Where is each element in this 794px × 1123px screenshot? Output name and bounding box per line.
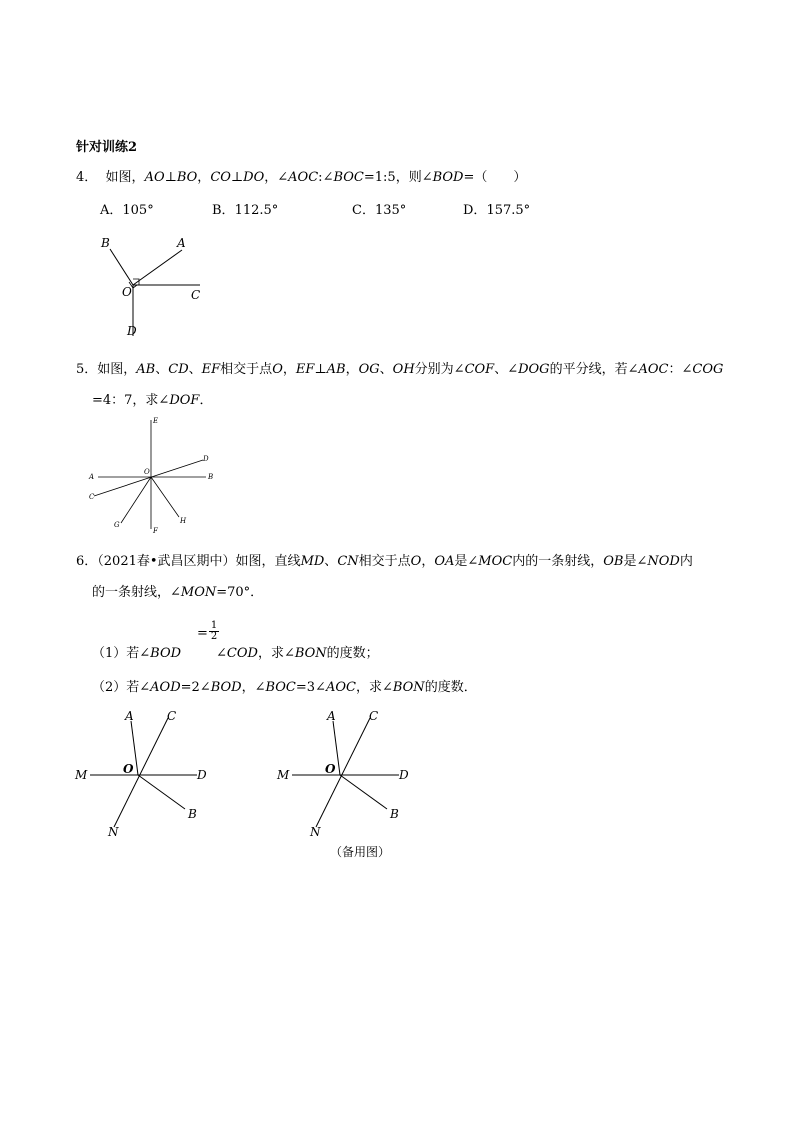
option-value: 112.5° [234, 203, 279, 218]
question-number: 6． [76, 554, 98, 569]
line-cd [94, 460, 203, 496]
point-label-e: E [153, 417, 159, 425]
q4-var: BOD [432, 170, 464, 185]
q5-text: =4：7，求∠ [92, 393, 170, 408]
point-label-d: D [127, 324, 137, 338]
option-b[interactable] [212, 199, 278, 218]
q6-text: =3∠ [295, 680, 326, 695]
q5-text: ：∠ [668, 362, 693, 377]
ray-ob [138, 775, 185, 809]
option-d[interactable] [463, 199, 530, 218]
sub-question-1-start [92, 642, 181, 661]
question-5-line-2 [92, 389, 212, 408]
q5-var: DOG [518, 362, 550, 377]
option-value: 105° [122, 203, 154, 218]
option-value: 135° [374, 203, 407, 218]
q5-text: 、 [379, 362, 393, 377]
q5-var: O [272, 362, 283, 377]
point-label-o: O [122, 285, 132, 299]
q6-text: ，求∠ [257, 646, 295, 661]
q5-var: COG [692, 362, 724, 377]
q5-figure [86, 412, 226, 537]
option-a[interactable] [100, 199, 154, 218]
question-4-stem [76, 166, 526, 185]
question-5-line-1 [76, 358, 723, 377]
q5-text: ． [199, 393, 213, 408]
q5-var: COF [464, 362, 495, 377]
q4-text: =（ ） [463, 170, 527, 185]
q6-figure-main [72, 705, 222, 840]
question-number: 4． [76, 170, 98, 185]
q4-var: BOC [333, 170, 364, 185]
question-number: 5． [76, 362, 98, 377]
point-label-b: B [208, 473, 214, 481]
q6-text: 是∠ [623, 554, 648, 569]
point-label-c: C [167, 709, 177, 723]
q5-var: EF [295, 362, 315, 377]
point-label-c: C [89, 493, 95, 501]
q5-var: AOC [638, 362, 669, 377]
question-6-line-1 [76, 550, 693, 569]
q6-text: 、 [324, 554, 338, 569]
point-label-n: N [310, 825, 321, 839]
angle-symbol: ∠ [277, 170, 289, 185]
sub-question-1-end [216, 642, 379, 661]
sub-question-2 [92, 676, 477, 695]
fraction-numerator: 1 [210, 620, 218, 631]
q5-var: OH [392, 362, 415, 377]
q4-text: : [318, 170, 323, 185]
q6-figure-backup [274, 705, 424, 840]
point-label-h: H [180, 517, 187, 525]
q6-var: BON [392, 680, 425, 695]
q6-var: AOC [325, 680, 356, 695]
q6-text: =70°． [216, 585, 264, 600]
q5-text: 如图， [97, 362, 137, 377]
point-label-o: O [144, 468, 150, 476]
point-label-m: M [277, 768, 290, 782]
option-c[interactable] [352, 199, 406, 218]
point-label-c: C [191, 288, 201, 302]
q5-var: CD [168, 362, 189, 377]
q6-var: MON [180, 585, 217, 600]
point-label-n: N [108, 825, 119, 839]
q6-text: =2∠ [180, 680, 211, 695]
q6-var: COD [226, 646, 258, 661]
option-key: D． [463, 203, 487, 218]
q5-var: AB [136, 362, 156, 377]
q5-var: EF [201, 362, 221, 377]
q6-text: 是∠ [454, 554, 479, 569]
q4-var: BO [176, 170, 198, 185]
q6-var: MOC [478, 554, 513, 569]
q5-var: AB [326, 362, 346, 377]
q6-var: AOD [150, 680, 181, 695]
q6-text: 相交于点 [358, 554, 411, 569]
ray-ob [340, 775, 387, 809]
section-title: 针对训练2 [76, 140, 138, 155]
q6-var: BOD [150, 646, 182, 661]
fraction-denominator: 2 [210, 631, 218, 642]
q4-text: ， [264, 170, 278, 185]
angle-symbol: ∠ [322, 170, 334, 185]
ray-oh [151, 477, 179, 517]
question-6-line-2 [92, 581, 263, 600]
q5-text: 相交于点 [220, 362, 273, 377]
q6-text: ， [421, 554, 435, 569]
q6-var: O [410, 554, 422, 569]
q4-var: AO [144, 170, 165, 185]
q6-var: BOC [265, 680, 296, 695]
q5-text: 、 [188, 362, 202, 377]
q4-var: CO [210, 170, 231, 185]
q6-text: ，求∠ [355, 680, 393, 695]
q6-text: 内的一条射线， [512, 554, 604, 569]
equals-sign: = [197, 626, 208, 641]
option-key: C． [352, 203, 375, 218]
q6-var: MD [300, 554, 325, 569]
q6-var: OB [603, 554, 624, 569]
q6-text: 内 [679, 554, 693, 569]
point-label-a: A [89, 473, 95, 481]
point-label-b: B [101, 236, 110, 250]
q6-text: （1）若∠ [92, 646, 151, 661]
q6-text: 如图，直线 [235, 554, 301, 569]
q4-text: =1:5，则 [363, 170, 422, 185]
q5-text: ， [345, 362, 359, 377]
point-label-d: D [197, 768, 207, 782]
point-label-a: A [177, 236, 186, 250]
point-label-b: B [390, 807, 399, 821]
q5-perp: ⊥ [314, 362, 327, 377]
q4-var: DO [243, 170, 265, 185]
point-label-d: D [203, 455, 209, 463]
point-label-c: C [369, 709, 379, 723]
q5-var: OG [358, 362, 380, 377]
q5-text: 、∠ [494, 362, 519, 377]
q5-text: ， [282, 362, 296, 377]
q5-var: DOF [169, 393, 200, 408]
ray-og [121, 477, 151, 523]
q6-var: BOD [210, 680, 242, 695]
q4-text: ， [197, 170, 211, 185]
backup-figure-caption: （备用图） [330, 845, 391, 859]
point-label-g: G [114, 521, 120, 529]
question-source: （2021春•武昌区期中） [97, 554, 236, 569]
q4-figure [95, 232, 215, 342]
q6-var: CN [337, 554, 359, 569]
q6-var: OA [434, 554, 455, 569]
point-label-m: M [75, 768, 88, 782]
q4-text: 如图， [105, 170, 145, 185]
point-label-f: F [153, 527, 158, 535]
q6-var: NOD [647, 554, 680, 569]
q4-var: AOC [288, 170, 319, 185]
q6-text: （2）若∠ [92, 680, 151, 695]
q6-text: ∠ [216, 646, 227, 661]
q6-text: 的度数． [424, 680, 477, 695]
point-label-o: O [325, 762, 336, 776]
q4-perp: ⊥ [230, 170, 244, 185]
option-value: 157.5° [486, 203, 531, 218]
q4-perp: ⊥ [164, 170, 177, 185]
q5-text: 的平分线，若∠ [549, 362, 639, 377]
q5-text: 分别为∠ [414, 362, 465, 377]
ray-oa [133, 250, 182, 285]
fraction-one-half [209, 621, 219, 642]
point-label-b: B [188, 807, 197, 821]
point-label-a: A [327, 709, 336, 723]
angle-symbol: ∠ [421, 170, 433, 185]
q6-var: BON [294, 646, 327, 661]
ray-ob [110, 249, 133, 285]
option-key: B． [212, 203, 235, 218]
q6-text: 的度数； [326, 646, 379, 661]
point-label-d: D [399, 768, 409, 782]
q6-text: ，∠ [241, 680, 266, 695]
point-label-o: O [123, 762, 134, 776]
q5-text: 、 [155, 362, 169, 377]
option-key: A． [100, 203, 123, 218]
point-label-a: A [125, 709, 134, 723]
q6-text: 的一条射线，∠ [92, 585, 181, 600]
